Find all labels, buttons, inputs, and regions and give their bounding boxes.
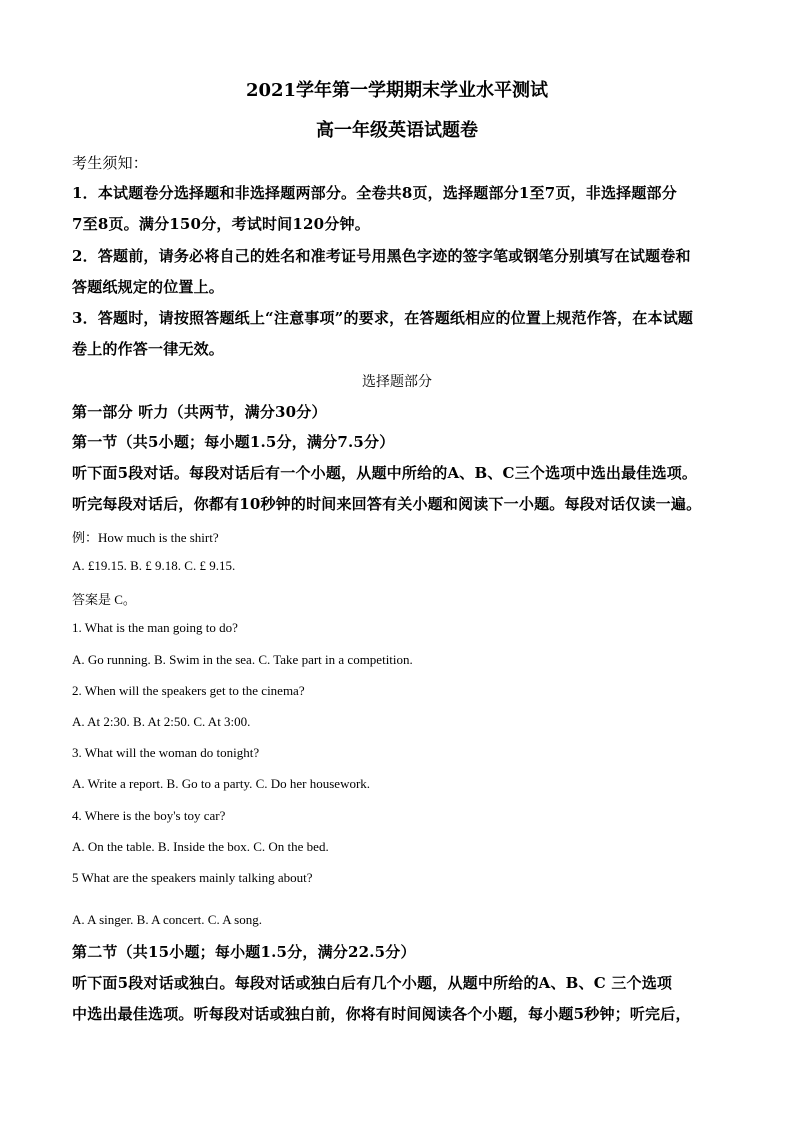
- notice-line: 答题纸规定的位置上。: [72, 278, 225, 296]
- instruction-line: 中选出最佳选项。听每段对话或独白前，你将有时间阅读各个小题，每小题5秒钟；听完后，: [72, 1005, 691, 1023]
- question-text: 3. What will the woman do tonight?: [72, 745, 260, 760]
- part-heading: 第一部分 听力（共两节，满分30分）: [72, 403, 327, 421]
- notice-line: 1．本试题卷分选择题和非选择题两部分。全卷共8页，选择题部分1至7页，非选择题部分: [72, 184, 677, 202]
- notice-line: 3．答题时，请按照答题纸上“注意事项”的要求，在答题纸相应的位置上规范作答，在本试题: [72, 309, 694, 327]
- instruction-line: 听下面5段对话。每段对话后有一个小题，从题中所给的A、B、C三个选项中选出最佳选项。: [72, 464, 698, 482]
- question-options: A. On the table. B. Inside the box. C. On the bed.: [72, 839, 329, 854]
- example-question: 例：How much is the shirt?: [72, 530, 219, 545]
- question-options: A. Go running. B. Swim in the sea. C. Take part in a competition.: [72, 652, 413, 667]
- example-answer: 答案是 C。: [72, 592, 136, 607]
- instruction-line: 听下面5段对话或独白。每段对话或独白后有几个小题，从题中所给的A、B、C 三个选项: [72, 974, 673, 992]
- question-text: 1. What is the man going to do?: [72, 620, 238, 635]
- exam-title: 2021学年第一学期期末学业水平测试: [245, 80, 549, 101]
- exam-subtitle: 高一年级英语试题卷: [316, 120, 478, 141]
- instruction-line: 听完每段对话后，你都有10秒钟的时间来回答有关小题和阅读下一小题。每段对话仅读一遍。: [72, 495, 702, 513]
- notice-heading: 考生须知：: [72, 154, 149, 172]
- question-text: 2. When will the speakers get to the cinema?: [72, 683, 305, 698]
- example-options: A. £19.15. B. £ 9.18. C. £ 9.15.: [72, 558, 236, 573]
- question-text: 4. Where is the boy's toy car?: [72, 808, 226, 823]
- question-text: 5 What are the speakers mainly talking about?: [72, 870, 313, 885]
- notice-line: 卷上的作答一律无效。: [72, 340, 225, 358]
- section-label: 选择题部分: [362, 374, 432, 390]
- question-options: A. At 2:30. B. At 2:50. C. At 3:00.: [72, 714, 251, 729]
- notice-line: 7至8页。满分150分，考试时间120分钟。: [72, 215, 370, 233]
- section-heading: 第二节（共15小题；每小题1.5分，满分22.5分）: [72, 943, 416, 961]
- question-options: A. A singer. B. A concert. C. A song.: [72, 912, 262, 927]
- section-heading: 第一节（共5小题；每小题1.5分，满分7.5分）: [72, 433, 395, 451]
- notice-line: 2．答题前，请务必将自己的姓名和准考证号用黑色字迹的签字笔或钢笔分别填写在试题卷和: [72, 247, 691, 265]
- question-options: A. Write a report. B. Go to a party. C. Do her housework.: [72, 776, 371, 791]
